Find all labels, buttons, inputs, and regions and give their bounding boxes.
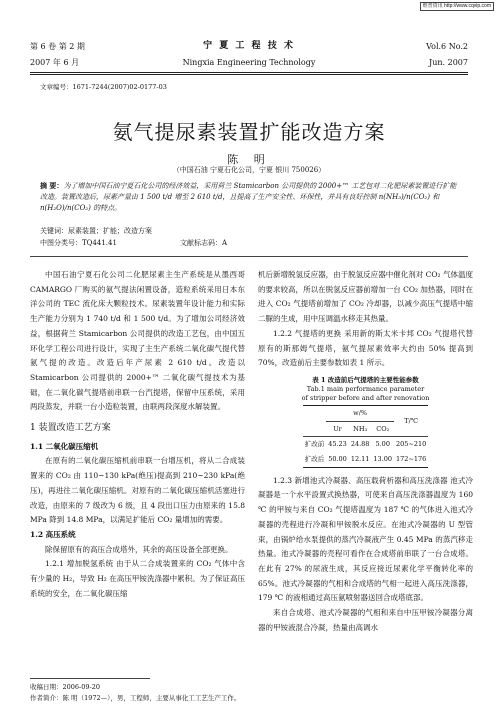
footnote-rule <box>30 678 150 679</box>
table-cell: 50.00 <box>328 455 347 464</box>
right-column <box>258 268 473 635</box>
table-cell: 13.00 <box>373 455 393 464</box>
journal-name-cn: 宁 夏 工 程 技 术 <box>203 41 295 51</box>
abstract-label: 摘 要： <box>40 181 64 190</box>
author-affiliation: （中国石油 宁夏石化公司，宁夏 银川 750026） <box>172 166 326 174</box>
author-name: 陈 明 <box>227 153 271 166</box>
table-cell: 扩改后 <box>304 455 325 464</box>
table-cell: 12.11 <box>350 455 370 464</box>
table-cell: 205~210 <box>396 440 427 449</box>
table-title-en-2: of stripper before and after renovation <box>301 393 430 402</box>
table-title-cn: 表 1 改造前后气提塔的主要性能参数 <box>312 375 419 384</box>
table-header-t: T/℃ <box>404 416 419 425</box>
date-cn: 2007 年 6 月 <box>30 58 80 67</box>
section-1-2-3-paragraph: 1.2.3 新增池式冷凝器、高压载荷析器和高压洗涤器 池式冷凝器是一个水平設置式换热器，可使来自高压洗涤器温度为 160 ℃ 的甲铵与来自 CO₂ 气提塔温度为 187 ℃ 的气体进入池式冷凝器的壳程进行冷凝和甲铵脱水反应。在池式冷凝器的 U 型管束，由锅炉给水泵提供的蒸汽冷凝液产生 0.45 MPa 的蒸汽移走热量。池式冷凝器的壳程可看作在合成塔前串联了一台合成塔。在此有 27% 的尿液生成，其反应接近尿素化学平衡转化率的 65%。池式冷凝器的气相和合成塔的气相一起进入高压洗涤器，179 ℃ 的液相通过高压氨喷射器送回合成塔底部。 <box>258 475 473 603</box>
author-info: 作者简介：陈 明（1972—），男，工程师，主要从事化工工艺生产工作。 <box>30 694 241 702</box>
table-cell: 24.88 <box>350 440 370 449</box>
table-row <box>303 452 429 467</box>
abstract-text: 为了增加中国石油宁夏石化公司的经济效益，采用荷兰 Stamicarbon 公司提供的 2000+™ 工艺包对二化肥尿素装置进行扩能改造。装置改造后，尿素产量由 1 500 t/d 增至 2 610 t/d，且提高了生产安全性、环保性，并具有良好控制 n(NH₃)/n(CO₂) 和 n(H₂O)/n(CO₂) 的特点。 <box>40 182 457 212</box>
abstract <box>40 180 458 214</box>
table-col-nh3: NH₃ <box>353 424 368 433</box>
table-cell: 172~176 <box>396 455 427 464</box>
section-1-1-paragraph: 在原有的二氧化碳压缩机前串联一台增压机，将从二合成装置来的 CO₂ 由 110~130 kPa(绝压)提高到 210~230 kPa(绝压)，再进往二氧化碳压缩机。对原有的二氧化碳压缩机活塞进行改造，由原来的 7 级改为 6 级，且 4 段出口压力由原来的 15.8 MPa 降到 14.8 MPa，以满足扩能后 CO₂ 量增加的需要。 <box>30 456 245 525</box>
abstract-rule <box>30 256 468 257</box>
table-col-ur: Ur <box>333 424 342 433</box>
received-date: 收稿日期：2006-09-20 <box>30 683 100 691</box>
section-1-1-heading: 1.1 二氧化碳压缩机 <box>30 441 99 451</box>
table-row <box>303 437 429 452</box>
keywords: 关键词：尿素装置；扩能；改造方案 <box>40 227 152 235</box>
header-rule-thin <box>30 74 468 75</box>
table-col-co2: CO₂ <box>376 424 390 433</box>
table-cell: 45.23 <box>328 440 347 449</box>
left-column <box>30 268 245 601</box>
section-1-heading: 1 装置改造工艺方案 <box>30 423 111 434</box>
continued-paragraph: 机后新增脱氢反应器，由于脱氢反应器中催化剂对 CO₂ 气体温度的要求较高，所以在脱氢反应器前增加一台 CO₂ 加热器，同时在进入 CO₂ 气提塔前增加了 CO₂ 冷却器，以减少高压气提塔中缩二脲的生成，用中压调温水移走其热量。 <box>258 270 473 324</box>
last-paragraph: 来自合成塔、池式冷凝器的气相和来自中压甲铵冷凝器分离器的甲铵液混合冷凝，热量由高调水 <box>258 608 473 632</box>
parameter-table <box>303 405 429 468</box>
section-1-2-heading: 1.2 高压系统 <box>30 529 76 539</box>
article-title: 氨气提尿素装置扩能改造方案 <box>112 120 386 144</box>
date-en: Jun. 2007 <box>429 58 468 67</box>
volume-en: Vol.6 No.2 <box>426 42 468 51</box>
table-cell: 5.00 <box>375 440 390 449</box>
clc-number: 中图分类号：TQ441.41 <box>40 239 117 247</box>
section-1-2-2-paragraph: 1.2.2 气提塔的更换 采用新的斯太米卡邦 CO₂ 气提塔代替原有的斯那姆气提塔，氨气提尿素效率大约由 50% 提高到 70%，改造前后主要参数如表 1 所示。 <box>258 328 473 368</box>
header-rule <box>30 72 468 73</box>
source-stamp: 维普资讯 http://www.cqvip.com <box>420 2 494 11</box>
table-title-en-1: Tab.1 main performance parameter <box>306 384 425 393</box>
document-code: 文献标志码：A <box>180 239 228 247</box>
section-1-2-1-paragraph: 1.2.1 增加脱氢系统 由于从二合成装置来的 CO₂ 气体中含有少量的 H₂，导致 H₂ 在高压甲铵洗涤器中累积。为了保证高压系统的安全，在二氧化碳压缩 <box>30 559 245 598</box>
table-cell: 扩改前 <box>304 440 325 449</box>
intro-paragraph: 中国石油宁夏石化公司二化肥尿素主生产系统是从墨西哥 CAMARGO 厂购买的氨气提法闲置设备，造粒系统采用日本东洋公司的 TEC 流化床大颗粒技术。尿素装置年设计能力和实际生产能力分别为 1 740 t/d 和 1 500 t/d。为了增加公司经济效益，根据荷兰 Stamicarbon 公司提供的改造工艺包，由中国五环化学工程公司进行设计，实现了主生产系统二氧化碳气提代替氨气提的改造。改造后年产尿素 2 610 t/d。改造以 Stamicarbon 公司提供的 2000+™ 二氧化碳气提技术为基础，在二氧化碳气提塔前串联一台汽提塔，保留中压系统，采用两段蒸发，并联一台小造粒装置，由联两段深度水解装置。 <box>30 270 245 412</box>
table-header-w: w/% <box>326 405 394 421</box>
volume-cn: 第 6 卷 第 2 期 <box>30 42 85 51</box>
journal-name-en: Ningxia Engineering Technology <box>182 58 316 67</box>
article-number: 文章编号：1671-7244(2007)02-0177-03 <box>40 83 167 91</box>
section-1-2-paragraph: 除保留原有的高压合成塔外，其余的高压设备全部更换。 <box>45 544 233 554</box>
